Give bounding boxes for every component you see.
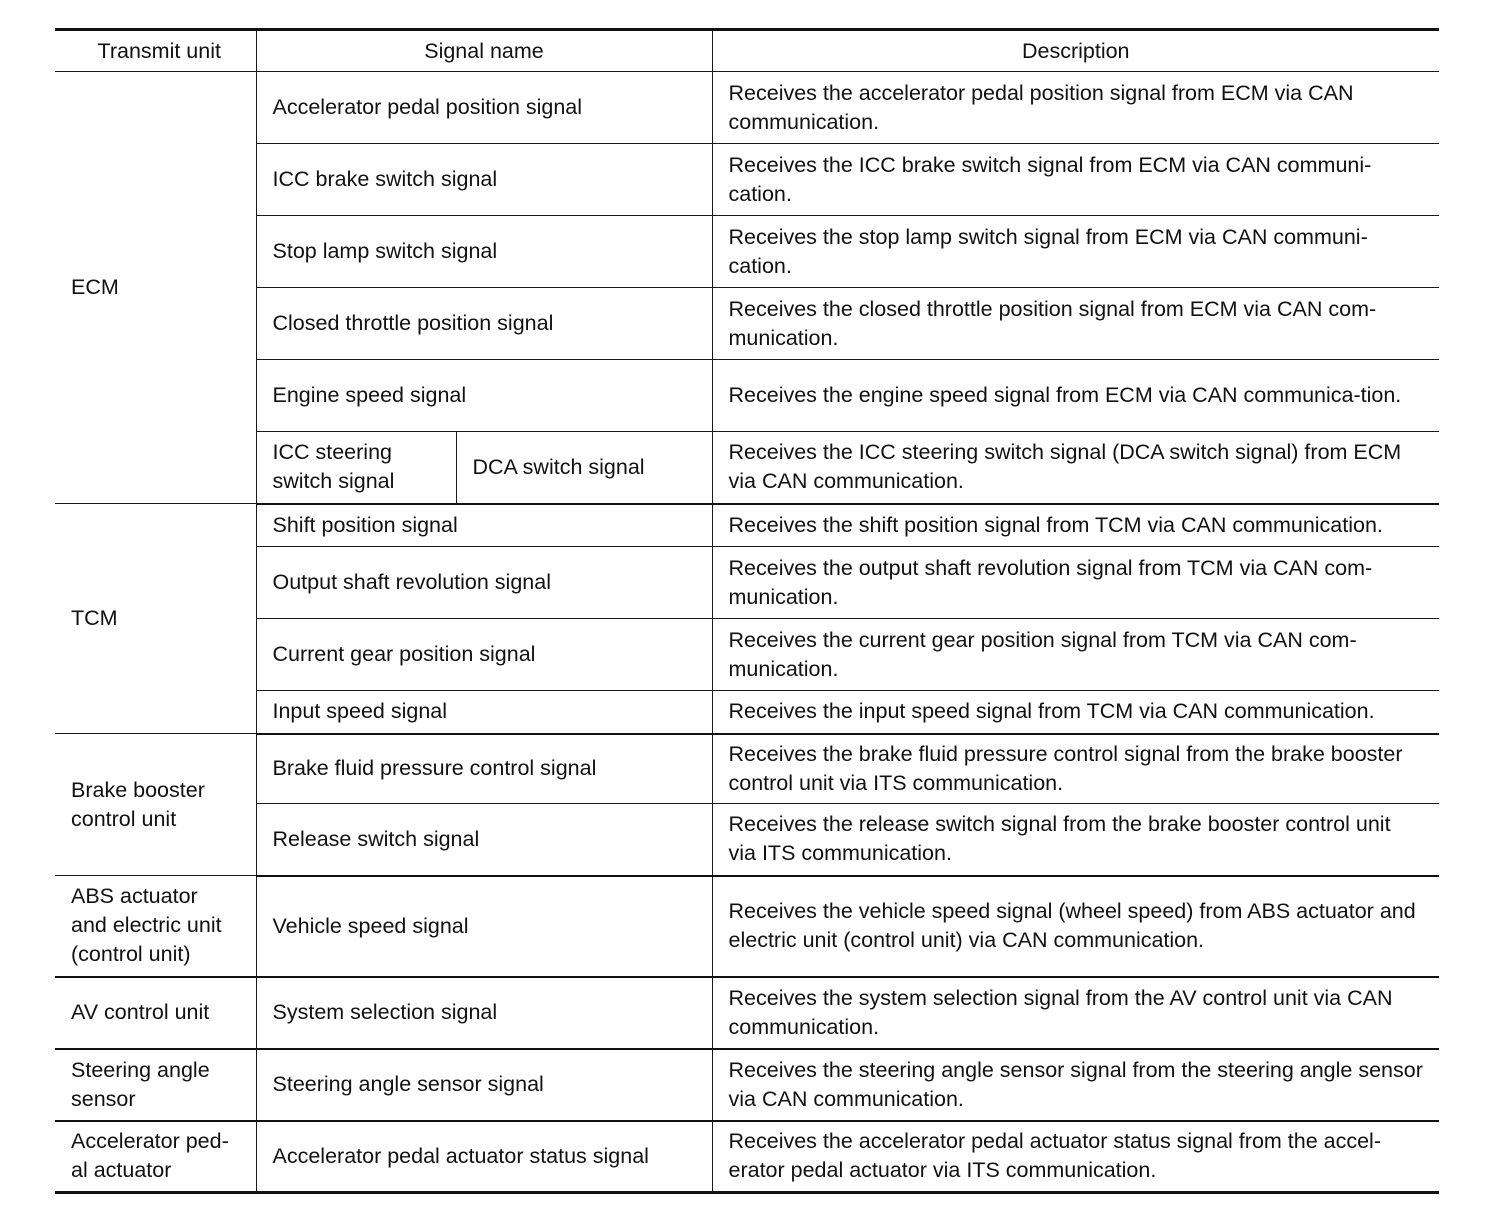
signal-name: Closed throttle position signal: [256, 288, 712, 360]
can-signal-table: [55, 28, 1439, 1194]
header-row: [55, 30, 1439, 72]
signal-name: Accelerator pedal position signal: [256, 72, 712, 144]
signal-name: ICC steering switch signal: [256, 432, 456, 504]
signal-name: Steering angle sensor signal: [256, 1049, 712, 1121]
signal-name: Input speed signal: [256, 691, 712, 734]
signal-description: Receives the ICC brake switch signal from ECM via CAN communi-cation.: [712, 144, 1439, 216]
transmit-unit-ecm: ECM: [55, 72, 256, 504]
signal-name-sub: DCA switch signal: [456, 432, 712, 504]
signal-description: Receives the shift position signal from TCM via CAN communication.: [712, 504, 1439, 547]
signal-name: System selection signal: [256, 977, 712, 1049]
signal-description: Receives the release switch signal from the brake booster control unit via ITS communication.: [712, 804, 1439, 876]
signal-name: Vehicle speed signal: [256, 876, 712, 977]
transmit-unit-abs: ABS actuator and electric unit (control unit): [55, 876, 256, 977]
table-row: [55, 72, 1439, 144]
header-transmit-unit: Transmit unit: [55, 30, 256, 72]
signal-name: Release switch signal: [256, 804, 712, 876]
signal-description: Receives the stop lamp switch signal from ECM via CAN communi-cation.: [712, 216, 1439, 288]
signal-description: Receives the accelerator pedal position signal from ECM via CAN communication.: [712, 72, 1439, 144]
signal-description: Receives the engine speed signal from ECM via CAN communica-tion.: [712, 360, 1439, 432]
transmit-unit-steering: Steering angle sensor: [55, 1049, 256, 1121]
signal-description: Receives the input speed signal from TCM via CAN communication.: [712, 691, 1439, 734]
transmit-unit-tcm: TCM: [55, 504, 256, 734]
signal-name: Stop lamp switch signal: [256, 216, 712, 288]
table-row: [55, 804, 1439, 876]
signal-name: ICC brake switch signal: [256, 144, 712, 216]
header-description: Description: [712, 30, 1439, 72]
signal-name: Output shaft revolution signal: [256, 547, 712, 619]
table-row: [55, 1049, 1439, 1121]
signal-name: Engine speed signal: [256, 360, 712, 432]
signal-name: Brake fluid pressure control signal: [256, 734, 712, 804]
table-row: [55, 876, 1439, 977]
table-row: [55, 432, 1439, 504]
transmit-unit-av: AV control unit: [55, 977, 256, 1049]
signal-description: Receives the brake fluid pressure control signal from the brake booster control unit via ITS communication.: [712, 734, 1439, 804]
signal-description: Receives the steering angle sensor signal from the steering angle sensor via CAN communication.: [712, 1049, 1439, 1121]
signal-description: Receives the accelerator pedal actuator status signal from the accel-erator pedal actuator via ITS communication.: [712, 1121, 1439, 1193]
table-row: [55, 547, 1439, 619]
table-row: [55, 504, 1439, 547]
table-row: [55, 144, 1439, 216]
table-row: [55, 288, 1439, 360]
signal-name: Current gear position signal: [256, 619, 712, 691]
signal-name: Shift position signal: [256, 504, 712, 547]
transmit-unit-brake-booster: Brake booster control unit: [55, 734, 256, 876]
signal-description: Receives the system selection signal from the AV control unit via CAN communication.: [712, 977, 1439, 1049]
signal-description: Receives the closed throttle position signal from ECM via CAN com-munication.: [712, 288, 1439, 360]
header-signal-name: Signal name: [256, 30, 712, 72]
table-row: [55, 360, 1439, 432]
transmit-unit-accel-actuator: Accelerator ped-al actuator: [55, 1121, 256, 1193]
signal-description: Receives the output shaft revolution signal from TCM via CAN com-munication.: [712, 547, 1439, 619]
table-row: [55, 691, 1439, 734]
table-row: [55, 734, 1439, 804]
signal-description: Receives the ICC steering switch signal (DCA switch signal) from ECM via CAN communication.: [712, 432, 1439, 504]
table-row: [55, 619, 1439, 691]
table-row: [55, 216, 1439, 288]
signal-name: Accelerator pedal actuator status signal: [256, 1121, 712, 1193]
signal-description: Receives the current gear position signal from TCM via CAN com-munication.: [712, 619, 1439, 691]
table-row: [55, 1121, 1439, 1193]
signal-description: Receives the vehicle speed signal (wheel speed) from ABS actuator and electric unit (control unit) via CAN communication.: [712, 876, 1439, 977]
table-row: [55, 977, 1439, 1049]
